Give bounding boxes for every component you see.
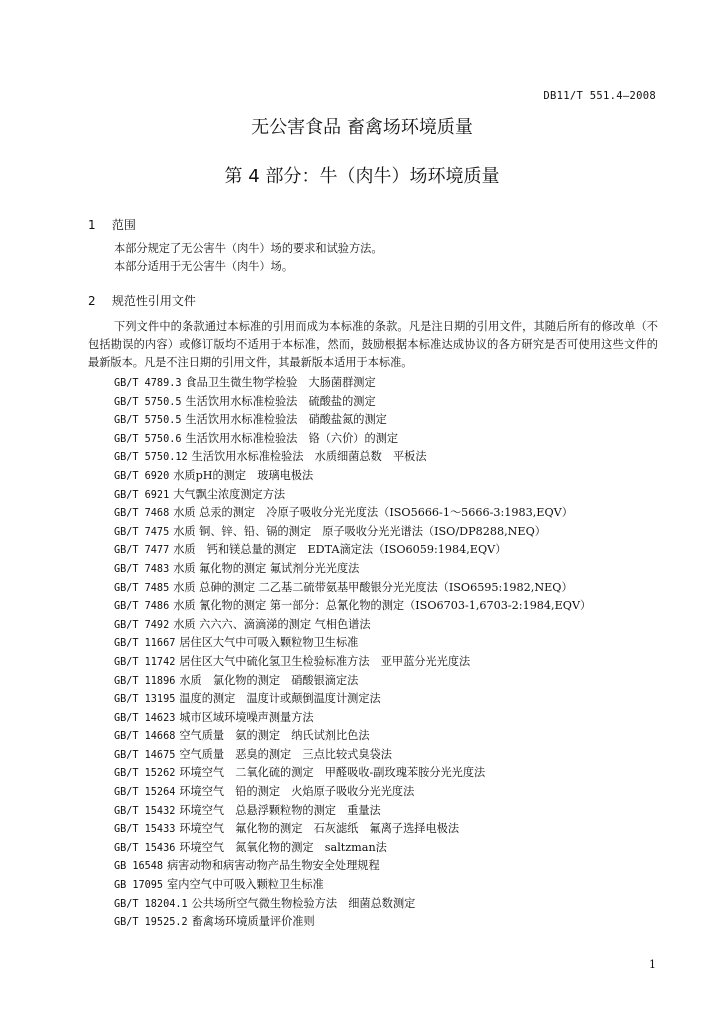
reference-title: 环境空气 氮氧化物的测定 saltzman法 [179, 840, 387, 854]
reference-item [114, 523, 591, 542]
reference-code: GB/T 11667 [114, 638, 176, 650]
reference-item [114, 839, 591, 858]
reference-item [114, 672, 591, 691]
reference-item [114, 876, 591, 895]
reference-code: GB/T 7492 [114, 619, 170, 631]
reference-code: GB/T 13195 [114, 694, 176, 706]
reference-code: GB/T 11742 [114, 656, 176, 668]
reference-item [114, 783, 591, 802]
reference-item [114, 411, 591, 430]
standard-code: DB11/T 551.4—2008 [543, 90, 656, 102]
reference-title: 城市区域环境噪声测量方法 [179, 710, 314, 724]
section-heading-text: 范围 [111, 218, 136, 232]
reference-item [114, 913, 591, 932]
reference-title: 环境空气 总悬浮颗粒物的测定 重量法 [179, 803, 381, 817]
reference-title: 食品卫生微生物学检验 大肠菌群测定 [185, 376, 376, 389]
reference-item [114, 634, 591, 653]
reference-code: GB/T 15262 [114, 768, 176, 780]
reference-item [114, 653, 591, 672]
reference-code: GB/T 5750.12 [114, 452, 188, 464]
reference-item [114, 802, 591, 821]
reference-code: GB/T 7477 [114, 545, 170, 557]
document-title: 无公害食品 畜禽场环境质量 [251, 117, 473, 138]
reference-title: 温度的测定 温度计或颠倒温度计测定法 [179, 692, 381, 706]
reference-item [114, 616, 591, 635]
reference-item [114, 486, 591, 505]
reference-title: 生活饮用水标准检验法 铬（六价）的测定 [185, 431, 399, 445]
section-number: 1 [88, 218, 96, 232]
reference-code: GB/T 11896 [114, 675, 176, 687]
reference-item [114, 727, 591, 746]
reference-code: GB/T 14623 [114, 712, 176, 724]
reference-code: GB/T 14668 [114, 731, 176, 743]
reference-code: GB/T 7486 [114, 601, 170, 613]
reference-title: 水质 氯化物的测定 硝酸银滴定法 [179, 673, 359, 687]
section-heading-references [88, 292, 196, 309]
reference-title: 空气质量 氨的测定 纳氏试剂比色法 [179, 729, 370, 743]
reference-title: 室内空气中可吸入颗粒卫生标准 [167, 878, 324, 892]
reference-code: GB/T 15436 [114, 842, 176, 854]
references-intro-paragraph: 下列文件中的条款通过本标准的引用而成为本标准的条款。凡是注日期的引用文件，其随后所有的修改单（不包括勘误的内容）或修订版均不适用于本标准，然而，鼓励根据本标准达成协议的各方研究是否可使用这些文件的最新版本。凡是不注日期的引用文件，其最新版本适用于本标准。 [88, 320, 658, 369]
reference-code: GB 17095 [114, 880, 164, 892]
reference-title: 环境空气 二氧化硫的测定 甲醛吸收-副玫瑰苯胺分光光度法 [179, 766, 486, 780]
reference-title: 生活饮用水标准检验法 硝酸盐氮的测定 [185, 413, 387, 427]
reference-code: GB 16548 [114, 861, 164, 873]
reference-item [114, 448, 591, 467]
reference-item [114, 579, 591, 598]
reference-code: GB/T 4789.3 [114, 378, 182, 389]
reference-item [114, 857, 591, 876]
reference-item [114, 374, 591, 393]
reference-code: GB/T 7483 [114, 563, 170, 575]
reference-code: GB/T 15433 [114, 824, 176, 836]
scope-paragraph: 本部分适用于无公害牛（肉牛）场。 [114, 260, 294, 273]
reference-title: 水质 铜、锌、铅、镉的测定 原子吸收分光光谱法（ISO/DP8288,NEQ） [173, 524, 546, 538]
reference-item [114, 504, 591, 523]
scope-paragraph: 本部分规定了无公害牛（肉牛）场的要求和试验方法。 [114, 242, 383, 255]
section-heading-scope [88, 216, 136, 233]
reference-title: 水质 氟化物的测定 氟试剂分光光度法 [173, 561, 360, 575]
reference-item [114, 467, 591, 486]
reference-title: 畜禽场环境质量评价准则 [191, 915, 315, 929]
reference-code: GB/T 7475 [114, 526, 170, 538]
reference-code: GB/T 7468 [114, 508, 170, 520]
reference-title: 水质 总汞的测定 冷原子吸收分光光度法（ISO5666-1～5666-3:1983,EQV） [173, 506, 573, 520]
reference-item [114, 690, 591, 709]
reference-title: 空气质量 恶臭的测定 三点比较式臭袋法 [179, 747, 392, 761]
reference-item [114, 709, 591, 728]
reference-item [114, 764, 591, 783]
reference-code: GB/T 14675 [114, 749, 176, 761]
reference-code: GB/T 5750.5 [114, 396, 182, 408]
reference-title: 水质 总砷的测定 二乙基二硫带氨基甲酸银分光光度法（ISO6595:1982,NEQ） [173, 580, 573, 594]
reference-title: 病害动物和病害动物产品生物安全处理规程 [167, 859, 380, 873]
reference-code: GB/T 15264 [114, 787, 176, 799]
reference-title: 水质 钙和镁总量的测定 EDTA滴定法（ISO6059:1984,EQV） [173, 543, 507, 557]
reference-title: 公共场所空气微生物检验方法 细菌总数测定 [191, 896, 416, 910]
reference-code: GB/T 15432 [114, 805, 176, 817]
section-number: 2 [88, 294, 96, 308]
reference-code: GB/T 6921 [114, 489, 170, 501]
reference-title: 生活饮用水标准检验法 水质细菌总数 平板法 [191, 450, 427, 464]
reference-title: 大气飘尘浓度测定方法 [173, 487, 286, 501]
reference-title: 水质 六六六、滴滴涕的测定 气相色谱法 [173, 617, 371, 631]
reference-code: GB/T 5750.6 [114, 433, 182, 445]
reference-item [114, 541, 591, 560]
reference-title: 水质pH的测定 玻璃电极法 [173, 468, 314, 482]
reference-item [114, 393, 591, 412]
reference-code: GB/T 18204.1 [114, 898, 188, 910]
reference-item [114, 597, 591, 616]
reference-code: GB/T 5750.5 [114, 415, 182, 427]
reference-title: 居住区大气中可吸入颗粒物卫生标准 [179, 636, 359, 650]
reference-item [114, 895, 591, 914]
page-number: 1 [649, 958, 656, 971]
reference-title: 生活饮用水标准检验法 硫酸盐的测定 [185, 394, 376, 408]
reference-code: GB/T 7485 [114, 582, 170, 594]
reference-title: 水质 氰化物的测定 第一部分：总氰化物的测定（ISO6703-1,6703-2:1984,EQV） [173, 599, 592, 613]
reference-title: 环境空气 氟化物的测定 石灰滤纸 氟离子选择电极法 [179, 822, 460, 836]
reference-code: GB/T 6920 [114, 470, 170, 482]
reference-code: GB/T 19525.2 [114, 917, 188, 929]
reference-title: 环境空气 铅的测定 火焰原子吸收分光光度法 [179, 785, 415, 799]
reference-item [114, 820, 591, 839]
reference-item [114, 746, 591, 765]
section-heading-text: 规范性引用文件 [111, 294, 196, 308]
reference-item [114, 430, 591, 449]
reference-list [114, 374, 591, 932]
reference-item [114, 560, 591, 579]
part-title: 第 4 部分：牛（肉牛）场环境质量 [224, 166, 500, 187]
reference-title: 居住区大气中硫化氢卫生检验标准方法 亚甲蓝分光光度法 [179, 654, 471, 668]
